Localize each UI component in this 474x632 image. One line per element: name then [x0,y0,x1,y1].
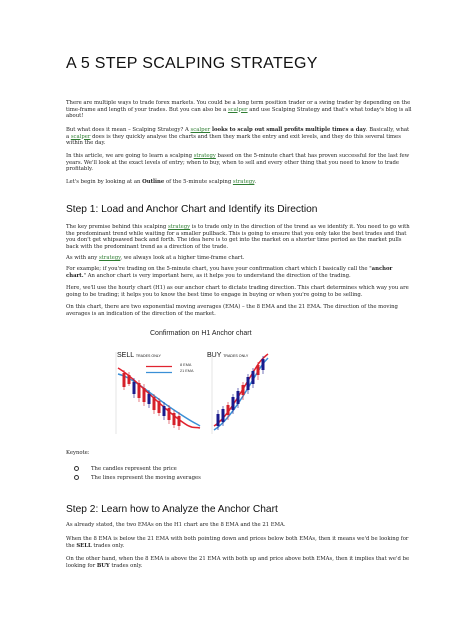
candle [242,385,245,395]
candle [247,377,250,390]
keynote-label: Keynote: [66,450,90,456]
candle [133,382,136,394]
scalper-link[interactable]: scalper [70,133,91,140]
candle [128,375,131,384]
legend-ema8: 8 EMA [180,363,192,367]
candle [153,397,156,410]
step2-paragraph-2: When the 8 EMA is below the 21 EMA with both pointing down and prices below both EMAs, then it means we'd be looking for the SELL trades only. [66,536,409,549]
step1-paragraph-2: As with any strategy, we always look at a higher time-frame chart. [66,255,245,261]
figure-title: Confirmation on H1 Anchor chart [150,330,252,337]
intro-paragraph-2: But what does it mean – Scalping Strategy? A scalper looks to scalp out small profits multiple times a day. Basically, what a scalper does is they quickly analyse the charts and then they mark the entry and exit levels, and they do this several times within the day. [66,127,410,147]
candle [257,365,260,375]
intro-paragraph-4: Let's begin by looking at an Outline of the 5-minute scalping strategy. [66,179,257,185]
step1-paragraph-3: For example; if you're trading on the 5-minute chart, you have your confirmation chart which I basically call the "anchor chart." An anchor chart is very important here, as it helps you to understand the direction of the trading. [66,266,393,279]
candle [148,394,151,404]
intro-paragraph-1: There are multiple ways to trade forex markets. You could be a long term position trader or a swing trader by depending on the time-frame and length of your trades. But you can also be a scalper and use Scalping Strategy and that's what today's blog is all about! [66,100,412,120]
bullet-circle-icon [74,475,79,480]
buy-label: BUY TRADES ONLY [207,352,249,359]
candle [173,413,176,425]
intro-paragraph-3: In this article, we are going to learn a scalping strategy based on the 5-minute chart that has proven successful for the last few years. We'll look at the exact levels of entry; when to buy, when to sell and every other thing that you need to know to trade profitably. [66,153,410,173]
candle [252,371,255,384]
strategy-link[interactable]: strategy [193,153,216,159]
bullet-circle-icon [74,466,79,471]
step1-paragraph-1: The key premise behind this scalping strategy is to trade only in the direction of the trend as we identify it. You need to go with the predominant trend while waiting for a smaller pullback. This is going to ensure that you only take the best trades and that you don't get whipsawed back and forth. The idea here is to get into the market on a shorter time period as the market pulls back with the predominant trend as a direction of the trade. [66,224,410,250]
strategy-link[interactable]: strategy [232,179,255,185]
candle [178,416,181,426]
scalper-link[interactable]: scalper [227,106,248,113]
step2-paragraph-1: As already stated, the two EMAs on the H1 chart are the 8 EMA and the 21 EMA. [66,522,286,528]
buy-chart [210,350,270,436]
step2-heading: Step 2: Learn how to Analyze the Anchor Chart [66,504,278,515]
step1-paragraph-5: On this chart, there are two exponential moving averages (EMA) – the 8 EMA and the 21 EMA. The direction of the moving averages is an indication of the direction of the market. [66,304,398,317]
legend-ema21: 21 EMA [180,369,194,373]
page-title: A 5 STEP SCALPING STRATEGY [66,55,318,72]
candle [237,391,240,404]
candle [262,359,265,370]
scalper-link[interactable]: scalper [190,127,211,133]
keynote-item: The lines represent the moving averages [74,475,201,481]
candle [143,388,146,402]
candle [232,397,235,410]
step1-heading: Step 1: Load and Anchor Chart and Identify its Direction [66,204,318,215]
strategy-link[interactable]: strategy [167,224,191,230]
candle [168,408,171,420]
candle [123,373,126,387]
chart-legend [146,364,176,376]
candle [163,406,166,416]
keynote-item: The candles represent the price [74,466,177,472]
candle [217,414,220,426]
step1-paragraph-4: Here, we'll use the hourly chart (H1) as our anchor chart to dictate trading direction. This chart determines which way you are going to be trading; it helps you to know the best time to engage in buying or when you're going to be selling. [66,285,409,298]
sell-label: SELL TRADES ONLY [117,352,161,359]
candle [158,401,161,413]
candle [222,409,225,422]
step2-paragraph-3: On the other hand, when the 8 EMA is above the 21 EMA with both up and price above both EMAs, then it implies that we'd be looking for BUY trades only. [66,556,410,569]
strategy-link[interactable]: strategy [98,255,121,261]
candle [227,405,230,415]
candle [138,383,141,398]
